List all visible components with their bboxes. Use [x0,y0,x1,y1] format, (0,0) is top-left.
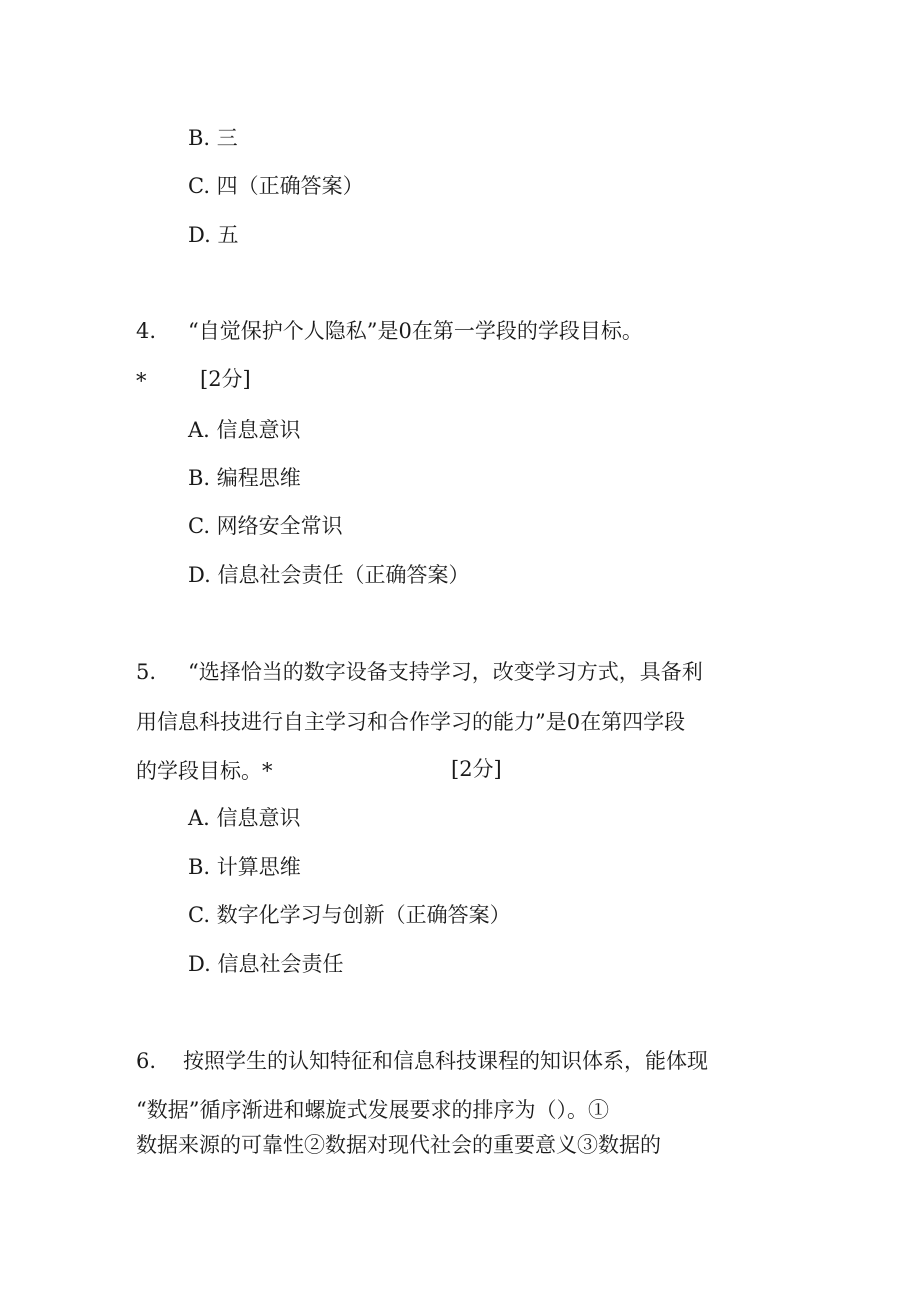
q4-option-b[interactable]: B. 编程思维 [188,466,301,490]
q5-question-line-3: 的学段目标。* [136,759,273,783]
q4-option-c[interactable]: C. 网络安全常识 [188,514,343,538]
q6-question-line-2: “数据”循序渐进和螺旋式发展要求的排序为（）。① [136,1098,609,1122]
q5-score: [2分] [451,757,502,781]
q5-option-c[interactable]: C. 数字化学习与创新（正确答案） [188,903,511,927]
q4-option-a[interactable]: A. 信息意识 [188,418,301,442]
q5-option-a[interactable]: A. 信息意识 [188,806,301,830]
q6-question-line-3: 数据来源的可靠性②数据对现代社会的重要意义③数据的 [136,1133,661,1157]
q5-question-line-2: 用信息科技进行自主学习和合作学习的能力”是0在第四学段 [136,710,686,734]
q3-option-c[interactable]: C. 四（正确答案） [188,174,364,198]
q3-option-d[interactable]: D. 五 [188,223,239,247]
q4-required-mark: * [136,369,147,393]
q5-number: 5. [136,660,157,684]
q4-score: [2分] [200,367,251,391]
q4-question-text: “自觉保护个人隐私”是0在第一学段的学段目标。 [188,319,643,343]
q5-question-line-1: “选择恰当的数字设备支持学习，改变学习方式，具备利 [188,660,703,684]
q5-option-b[interactable]: B. 计算思维 [188,855,301,879]
q6-number: 6. [136,1049,157,1073]
q5-option-d[interactable]: D. 信息社会责任 [188,952,344,976]
q3-option-b[interactable]: B. 三 [188,126,238,150]
q4-option-d[interactable]: D. 信息社会责任（正确答案） [188,563,470,587]
q6-question-line-1: 按照学生的认知特征和信息科技课程的知识体系，能体现 [183,1049,708,1073]
q4-number: 4. [136,319,157,343]
